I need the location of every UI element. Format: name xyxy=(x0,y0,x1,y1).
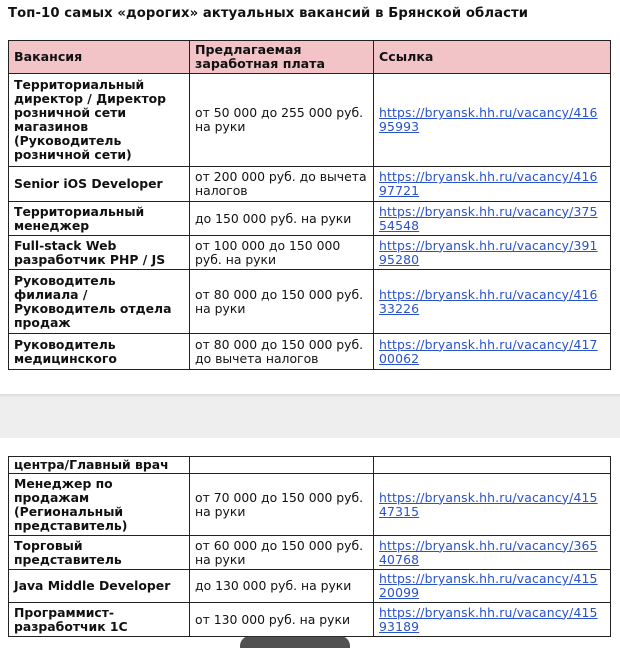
vacancy-name: Территориальный менеджер xyxy=(9,202,190,236)
table-row xyxy=(9,457,611,474)
vacancy-name: Территориальный директор / Директор розничной сети магазинов (Руководитель розничной сети) xyxy=(9,74,190,167)
page-break-separator xyxy=(0,394,620,438)
vacancy-salary: от 60 000 до 150 000 руб. на руки xyxy=(190,536,374,570)
table-row xyxy=(9,536,611,570)
table-row xyxy=(9,74,611,167)
vacancy-salary: от 100 000 до 150 000 руб. на руки xyxy=(190,236,374,270)
vacancies-table-part1 xyxy=(8,40,611,370)
vacancy-salary: от 80 000 до 150 000 руб. до вычета налогов xyxy=(190,334,374,370)
vacancy-link[interactable]: https://bryansk.hh.ru/vacancy/41520099 xyxy=(379,571,598,600)
vacancy-link[interactable]: https://bryansk.hh.ru/vacancy/41695993 xyxy=(379,105,598,134)
table-row xyxy=(9,202,611,236)
vacancy-name: Senior iOS Developer xyxy=(9,167,190,202)
vacancy-salary: от 50 000 до 255 000 руб. на руки xyxy=(190,74,374,167)
vacancy-link[interactable]: https://bryansk.hh.ru/vacancy/37554548 xyxy=(379,203,598,233)
vacancy-name: Руководитель филиала / Руководитель отдела продаж xyxy=(9,270,190,334)
vacancy-salary: от 200 000 руб. до вычета налогов xyxy=(190,167,374,202)
vacancy-name: Full-stack Web разработчик PHP / JS xyxy=(9,236,190,270)
table-row xyxy=(9,570,611,603)
vacancy-name: Руководитель медицинского xyxy=(9,334,190,370)
vacancy-name: Программист-разработчик 1С xyxy=(9,603,190,637)
vacancy-salary: от 70 000 до 150 000 руб. на руки xyxy=(190,474,374,536)
page-break-shadow xyxy=(0,394,620,398)
header-vacancy: Вакансия xyxy=(9,41,190,74)
table-header-row xyxy=(9,41,611,74)
vacancy-link[interactable]: https://bryansk.hh.ru/vacancy/41633226 xyxy=(379,286,598,316)
vacancy-salary: от 80 000 до 150 000 руб. на руки xyxy=(190,270,374,334)
vacancy-link[interactable]: https://bryansk.hh.ru/vacancy/41547315 xyxy=(379,489,598,519)
table-row xyxy=(9,167,611,202)
vacancy-name: центра/Главный врач xyxy=(9,457,190,474)
vacancy-salary: до 130 000 руб. на руки xyxy=(190,570,374,603)
vacancy-name: Java Middle Developer xyxy=(9,570,190,603)
header-salary: Предлагаемая заработная плата xyxy=(190,41,374,74)
table-row xyxy=(9,334,611,370)
vacancy-link[interactable]: https://bryansk.hh.ru/vacancy/36540768 xyxy=(379,537,598,567)
vacancy-link[interactable]: https://bryansk.hh.ru/vacancy/41700062 xyxy=(379,336,598,366)
table-row xyxy=(9,236,611,270)
table-row xyxy=(9,474,611,536)
vacancy-link[interactable]: https://bryansk.hh.ru/vacancy/41593189 xyxy=(379,604,598,634)
vacancy-name: Торговый представитель xyxy=(9,536,190,570)
table-row xyxy=(9,270,611,334)
vacancies-table-part2 xyxy=(8,456,611,637)
vacancy-salary: до 150 000 руб. на руки xyxy=(190,202,374,236)
vacancy-link[interactable]: https://bryansk.hh.ru/vacancy/39195280 xyxy=(379,237,598,267)
page-title: Топ-10 самых «дорогих» актуальных вакансий в Брянской области xyxy=(8,6,529,21)
bottom-overlay-shape xyxy=(240,636,350,648)
table-row xyxy=(9,603,611,637)
vacancy-name: Менеджер по продажам (Региональный представитель) xyxy=(9,474,190,536)
header-link: Ссылка xyxy=(374,41,611,74)
vacancy-link[interactable]: https://bryansk.hh.ru/vacancy/41697721 xyxy=(379,169,598,198)
vacancy-salary: от 130 000 руб. на руки xyxy=(190,603,374,637)
vacancy-salary xyxy=(190,457,374,474)
